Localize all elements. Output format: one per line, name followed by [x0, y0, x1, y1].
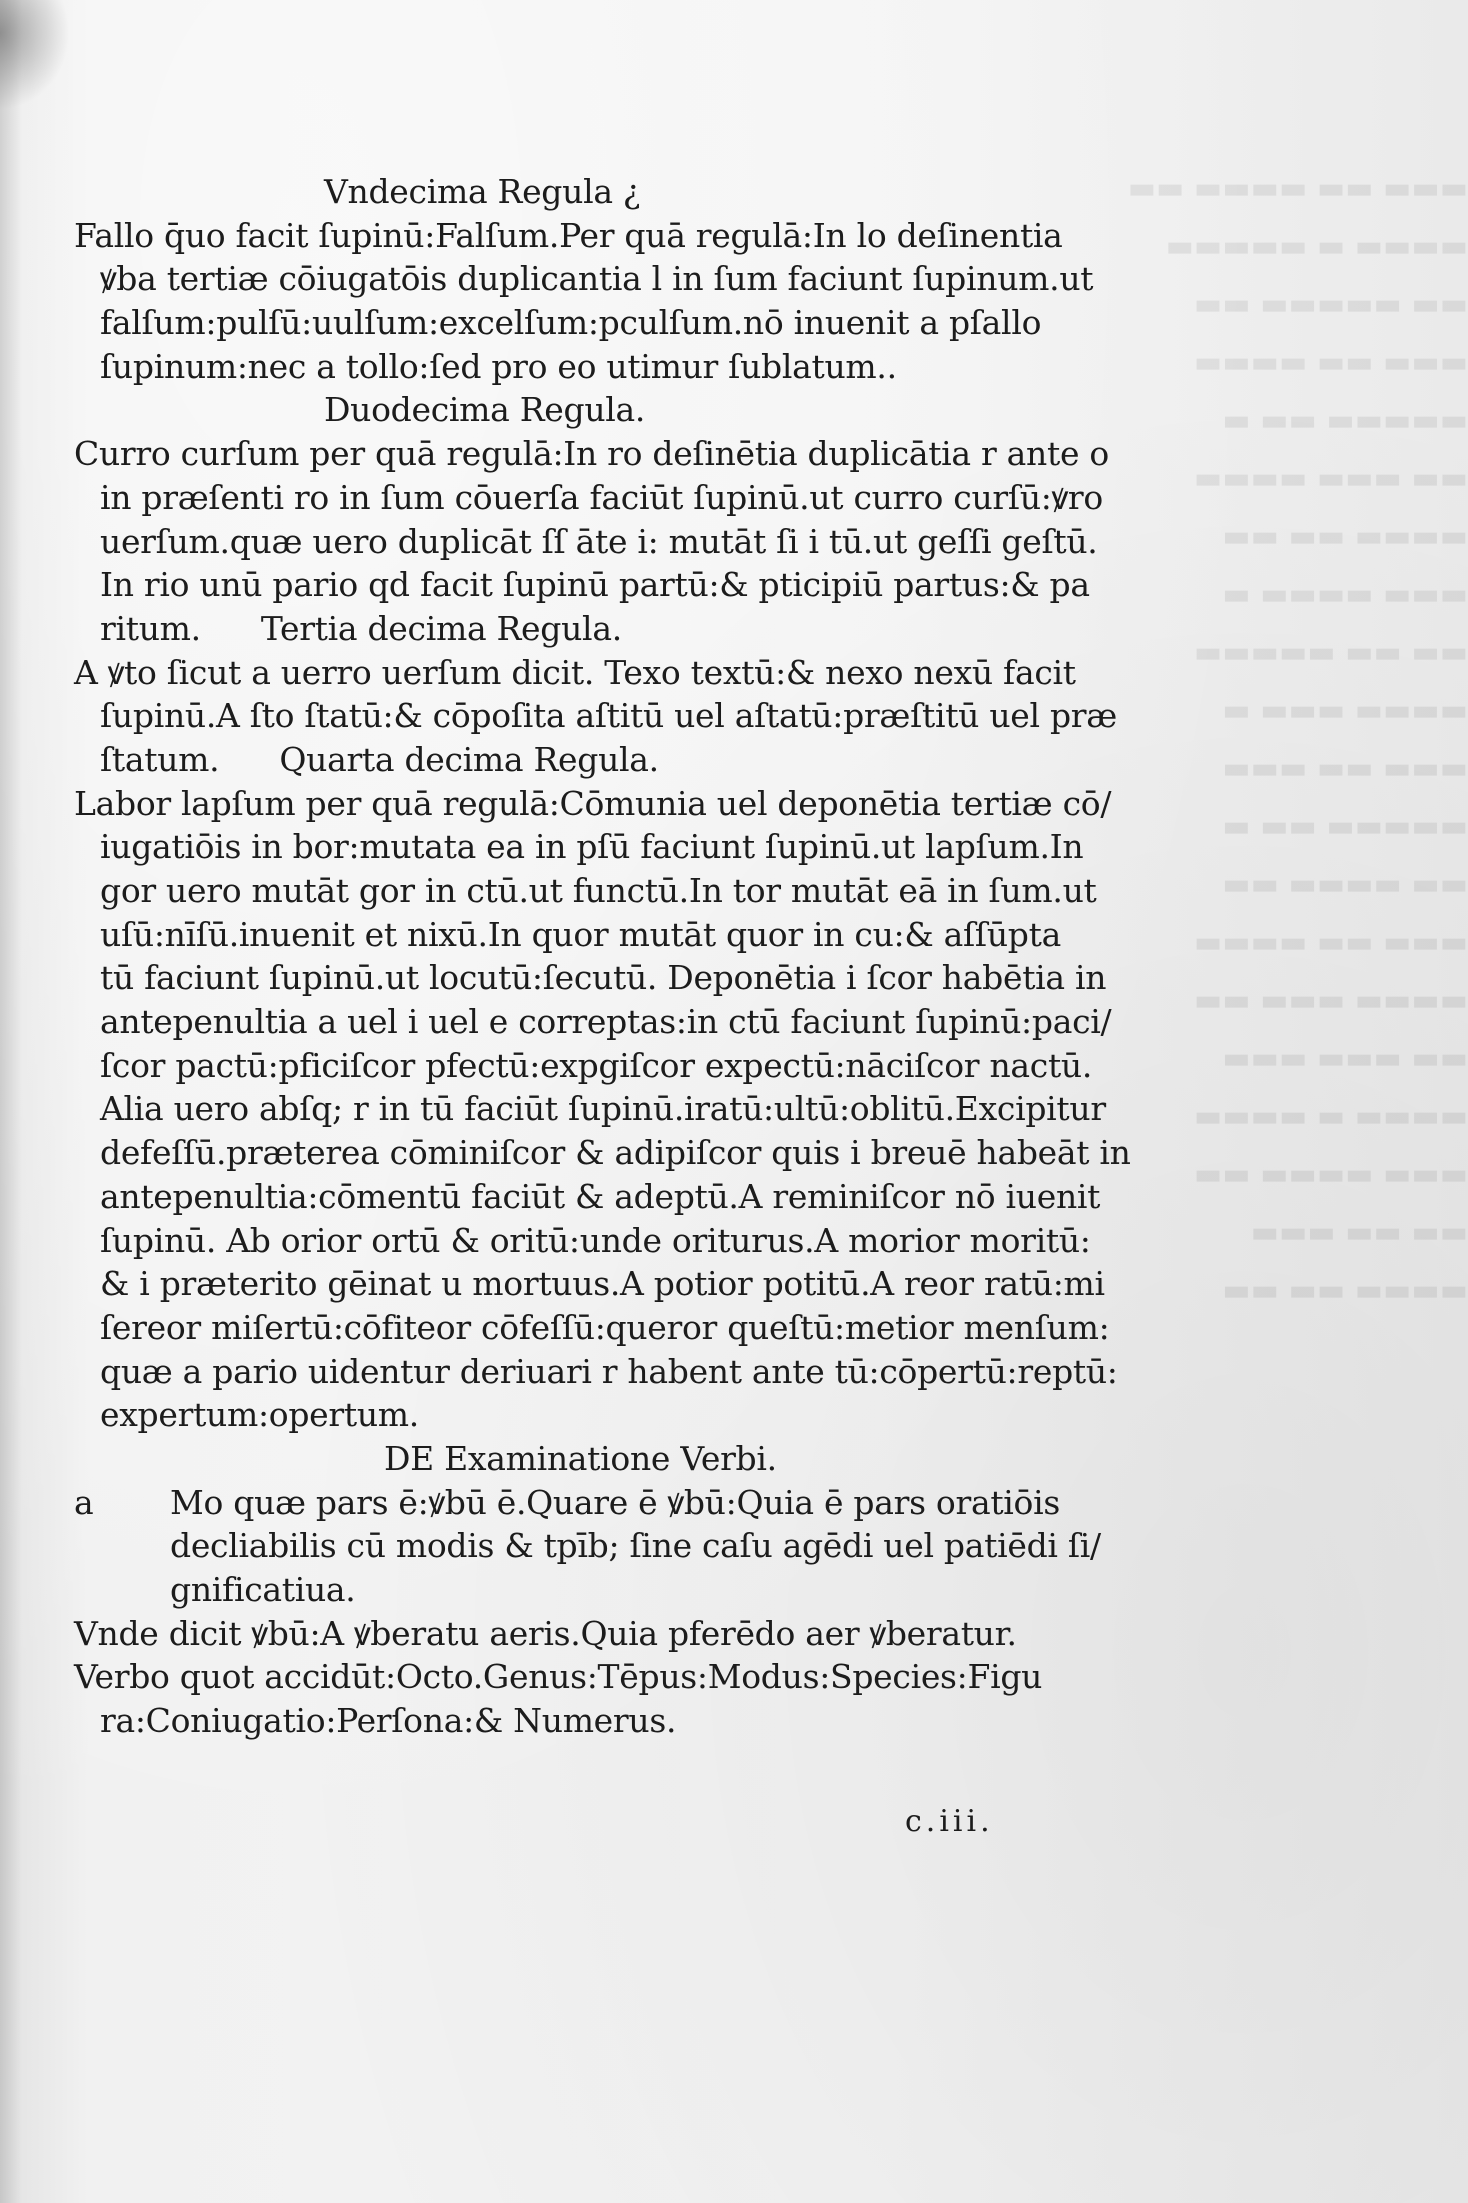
text-line: A ꝟto ſicut a uerro uerſum dicit. Texo textū:& nexo nexū facit	[74, 652, 1076, 692]
text-line: iugatiōis in bor:mutata ea in pſū faciunt ſupinū.ut lapſum.In	[100, 827, 1084, 867]
text-line: Fallo q̄uo facit ſupinū:Falſum.Per quā regulā:In lo deſinentia	[74, 215, 1063, 255]
section-heading-13: Tertia decima Regula.	[260, 608, 622, 648]
text-line: Alia uero abſq; r in tū faciūt ſupinū.iratū:ultū:oblitū.Excipitur	[100, 1089, 1106, 1129]
text-line: ſupinū.A ſto ſtatū:& cōpoſita aſtitū uel aſtatū:præſtitū uel præ	[100, 696, 1117, 736]
text-line: tū faciunt ſupinū.ut locutū:ſecutū. Deponētia i ſcor habētia in	[100, 958, 1107, 998]
text-line: uerſum.quæ uero duplicāt ſſ āte i: mutāt ſi i tū.ut geſſi geſtū.	[100, 521, 1098, 561]
signature-mark: c.iii.	[905, 1804, 994, 1839]
text-line: In rio unū pario qd facit ſupinū partū:& pticipiū partus:& pa	[100, 565, 1090, 605]
text-line-with-heading	[74, 738, 1054, 782]
text-line: antepenultia:cōmentū faciūt & adeptū.A reminiſcor nō iuenit	[100, 1176, 1101, 1216]
text-line: ꝟba tertiæ cōiugatōis duplicantia l in ſum faciunt ſupinum.ut	[100, 259, 1094, 299]
text-line: expertum:opertum.	[100, 1395, 419, 1435]
text-line: Labor lapſum per quā regulā:Cōmunia uel deponētia tertiæ cō/	[74, 783, 1112, 823]
text-line: & i præterito gēinat u mortuus.A potior potitū.A reor ratū:mi	[100, 1264, 1105, 1304]
section-heading-12: Duodecima Regula.	[324, 390, 646, 430]
section-heading-14: Quarta decima Regula.	[279, 739, 659, 779]
section-heading-11: Vndecima Regula ¿	[324, 172, 641, 211]
text-line: ſereor miſertū:cōfiteor cōfeſſū:queror queſtū:metior menſum:	[100, 1307, 1110, 1347]
text-line: gor uero mutāt gor in ctū.ut functū.In tor mutāt eā in ſum.ut	[100, 871, 1097, 910]
text-line: antepenultia a uel i uel e correptas:in ctū faciunt ſupinū:paci/	[100, 1002, 1112, 1042]
line-end: ritum.	[100, 608, 201, 648]
text-line: falſum:pulſū:uulſum:excelſum:pculſum.nō inuenit a pſallo	[100, 303, 1042, 343]
text-line: Curro curſum per quā regulā:In ro deſinētia duplicātia r ante o	[74, 434, 1109, 474]
text-line: uſū:nīſū.inuenit et nixū.In quor mutāt quor in cu:& aſſūpta	[100, 914, 1061, 954]
text-line: ra:Coniugatio:Perſona:& Numerus.	[100, 1701, 677, 1741]
text-line: in præſenti ro in ſum cōuerſa faciūt ſupinū.ut curro curſū:ꝟro	[100, 477, 1103, 517]
text-line: decliabilis cū modis & tpīb; ſine caſu agēdi uel patiēdi ſi/	[170, 1526, 1101, 1566]
text-line: Verbo quot accidūt:Octo.Genus:Tēpus:Modus:Species:Figu	[74, 1657, 1043, 1697]
text-line: defeſſū.præterea cōminiſcor & adipiſcor quis i breuē habeāt in	[100, 1133, 1131, 1173]
text-line: Mo quæ pars ē:ꝟbū ē.Quare ē ꝟbū:Quia ē pars oratiōis	[170, 1482, 1060, 1522]
text-line: Vnde dicit ꝟbū:A ꝟberatu aeris.Quia pferēdo aer ꝟberatur.	[74, 1613, 1017, 1653]
examination-heading: DE Examinatione Verbi.	[384, 1438, 777, 1478]
text-line: gnificatiua.	[170, 1570, 356, 1609]
text-line-with-marker	[74, 1481, 1060, 1525]
text-line: quæ a pario uidentur deriuari r habent ante tū:cōpertū:reptū:	[100, 1351, 1118, 1391]
text-line: ſupinum:nec a tollo:ſed pro eo utimur ſublatum..	[100, 346, 897, 386]
main-text-block	[74, 170, 1131, 1743]
margin-marker: a	[74, 1482, 94, 1522]
text-line: ſupinū. Ab orior ortū & oritū:unde oriturus.A morior moritū:	[100, 1220, 1091, 1260]
line-end: ſtatum.	[100, 739, 220, 779]
text-line-with-heading	[74, 607, 1054, 651]
gutter-shadow	[0, 0, 22, 2203]
show-through-texture: ▬▬▬ ▬▬ ▬▬▬▬ ▬▬ ▬▬▬▬ ▬ ▬▬▬▬▬ ▬▬ ▬▬▬▬▬ ▬▬ ▬▬▬ ▬▬ ▬▬▬▬ ▬▬▬▬▬ ▬▬ ▬ ▬▬ ▬▬▬ ▬▬▬▬ ▬▬▬▬ ▬▬ ▬▬ ▬▬▬ ▬▬▬▬ ▬ ▬▬ ▬▬ ▬▬▬▬▬ ▬▬▬▬ ▬▬▬ ▬ ▬▬▬ ▬▬ ▬▬▬ ▬▬▬▬▬ ▬▬ ▬ ▬▬ ▬▬▬▬ ▬▬ ▬▬▬ ▬▬ ▬▬▬▬ ▬▬▬▬ ▬▬▬ ▬▬ ▬▬ ▬▬▬ ▬▬▬ ▬▬▬▬ ▬ ▬▬▬▬ ▬▬▬ ▬▬▬▬ ▬▬ ▬▬ ▬▬ ▬▬▬ ▬▬▬▬ ▬▬ ▬▬	[1127, 171, 1468, 1308]
text-line: ſcor pactū:pficiſcor pfectū:expgiſcor expectū:nāciſcor nactū.	[100, 1045, 1093, 1085]
edge-stain	[0, 0, 70, 110]
